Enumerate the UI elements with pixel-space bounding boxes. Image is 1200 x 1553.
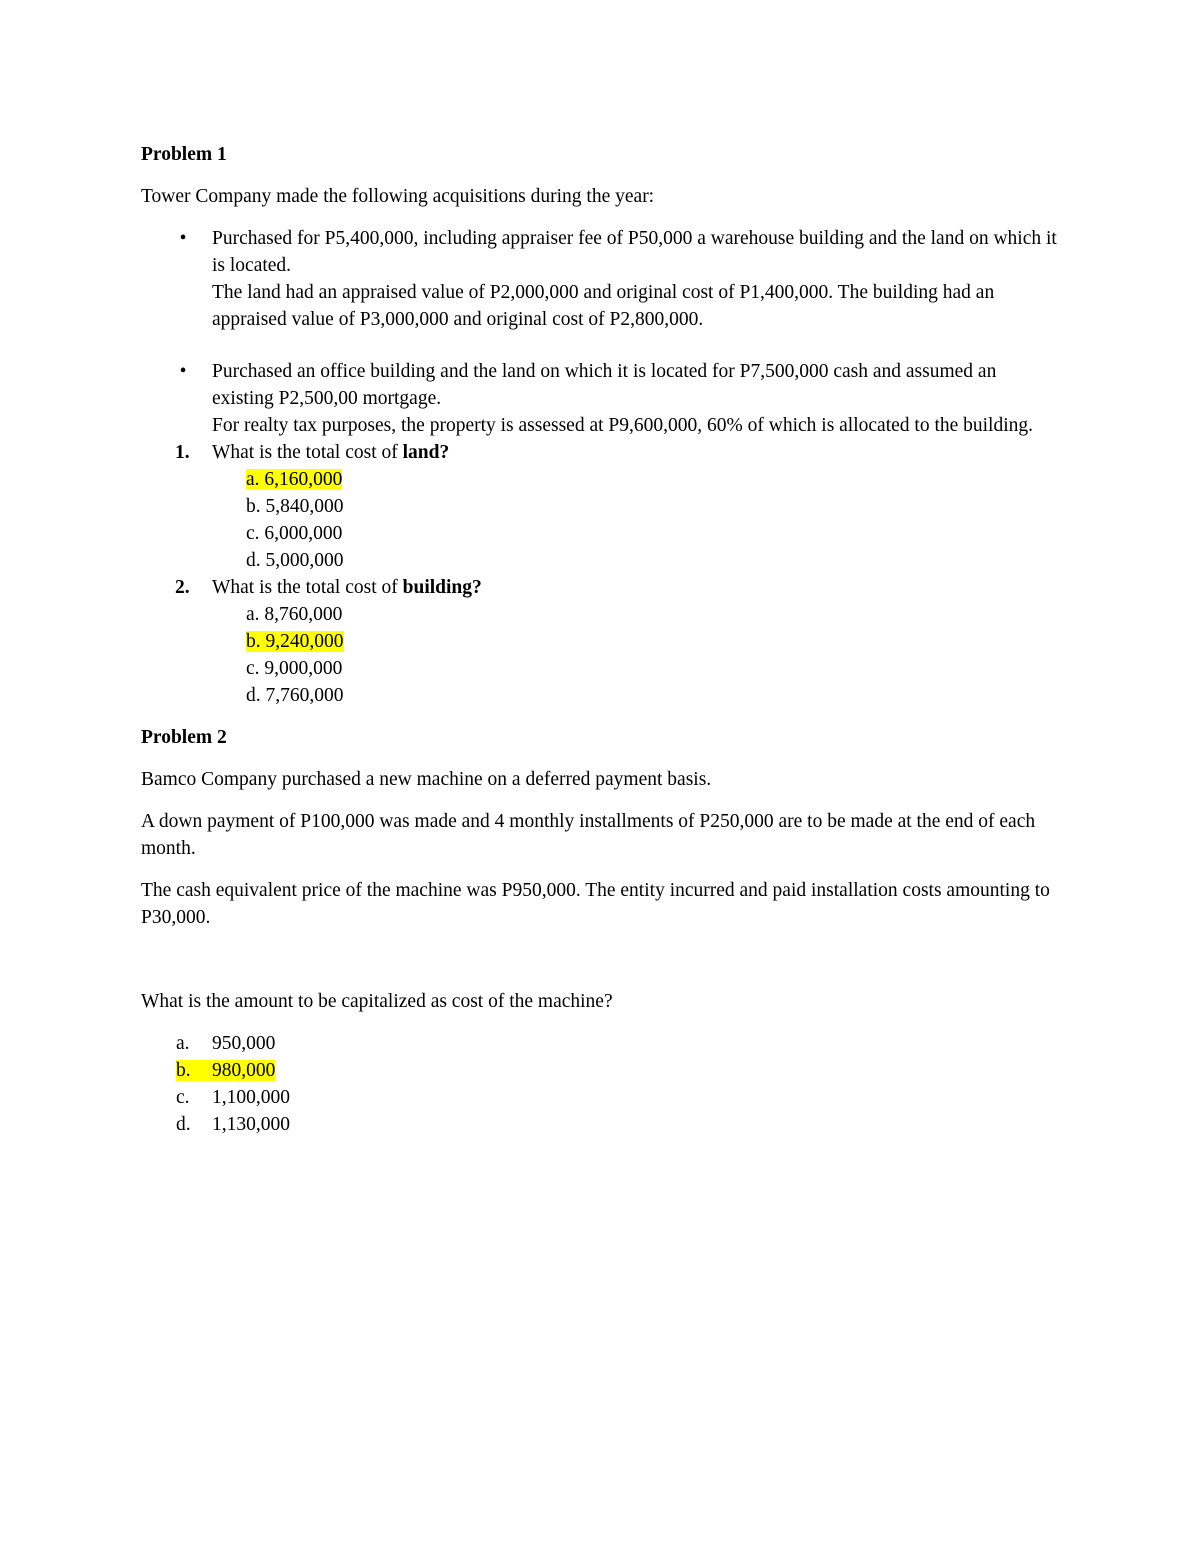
question-1: [141, 439, 1061, 466]
bullet-icon: •: [179, 228, 187, 249]
document-page: [141, 141, 1061, 1138]
question-number: 2.: [175, 577, 190, 598]
answer-option: [141, 628, 1061, 655]
question-text: What is the total cost of: [212, 577, 403, 598]
answer-option: c. 6,000,000: [246, 523, 343, 544]
question-2: [141, 574, 1061, 601]
acquisition-item: [141, 358, 1061, 439]
acquisition-detail: For realty tax purposes, the property is assessed at P9,600,000, 60% of which is allocated to the building.: [212, 415, 1034, 436]
answer-option: a. 8,760,000: [246, 604, 343, 625]
question-number: 1.: [175, 442, 190, 463]
acquisition-item: [141, 225, 1061, 333]
option-value: 980,000: [212, 1060, 276, 1081]
highlighted-answer: b. 9,240,000: [246, 631, 344, 652]
question-1-options: [141, 466, 1061, 574]
option-letter: c.: [176, 1087, 190, 1108]
option-letter: d.: [176, 1114, 191, 1135]
problem-2-heading: Problem 2: [141, 727, 227, 748]
answer-option: c. 9,000,000: [246, 658, 343, 679]
question-keyword: building?: [402, 577, 482, 598]
problem-2-paragraph: A down payment of P100,000 was made and 4 monthly installments of P250,000 are to be made at the end of each month.: [141, 811, 1036, 859]
problem-1-intro: Tower Company made the following acquisitions during the year:: [141, 186, 655, 207]
answer-option: d. 5,000,000: [246, 550, 344, 571]
highlighted-answer: [176, 1060, 275, 1081]
acquisition-detail: The land had an appraised value of P2,000,000 and original cost of P1,400,000. The building had an appraised value of P3,000,000 and original cost of P2,800,000.: [212, 282, 995, 330]
answer-option: [141, 1111, 1061, 1138]
option-letter: a.: [176, 1033, 190, 1054]
question-text: What is the total cost of: [212, 442, 403, 463]
option-value: 1,100,000: [212, 1087, 290, 1108]
problem-1-heading: Problem 1: [141, 144, 227, 165]
acquisition-line: Purchased for P5,400,000, including appraiser fee of P50,000 a warehouse building and the land on which it is located.: [212, 228, 1057, 276]
problem-2-options: [141, 1030, 1061, 1138]
option-value: 1,130,000: [212, 1114, 290, 1135]
question-keyword: land?: [402, 442, 450, 463]
highlighted-answer: a. 6,160,000: [246, 469, 343, 490]
problem-2-paragraph: Bamco Company purchased a new machine on a deferred payment basis.: [141, 769, 712, 790]
answer-option: b. 5,840,000: [246, 496, 344, 517]
answer-option: [141, 466, 1061, 493]
question-2-options: [141, 601, 1061, 709]
blank-spacer: [141, 946, 1061, 988]
answer-option: [141, 1084, 1061, 1111]
answer-option: d. 7,760,000: [246, 685, 344, 706]
problem-2-question: What is the amount to be capitalized as cost of the machine?: [141, 991, 613, 1012]
option-value: 950,000: [212, 1033, 276, 1054]
bullet-icon: •: [179, 361, 187, 382]
problem-2-paragraph: The cash equivalent price of the machine was P950,000. The entity incurred and paid installation costs amounting to P30,000.: [141, 880, 1050, 928]
acquisition-line: Purchased an office building and the land on which it is located for P7,500,000 cash and assumed an existing P2,500,00 mortgage.: [212, 361, 997, 409]
answer-option: [141, 1057, 1061, 1084]
acquisitions-list: [141, 225, 1061, 439]
option-letter: b.: [176, 1060, 191, 1081]
answer-option: [141, 1030, 1061, 1057]
